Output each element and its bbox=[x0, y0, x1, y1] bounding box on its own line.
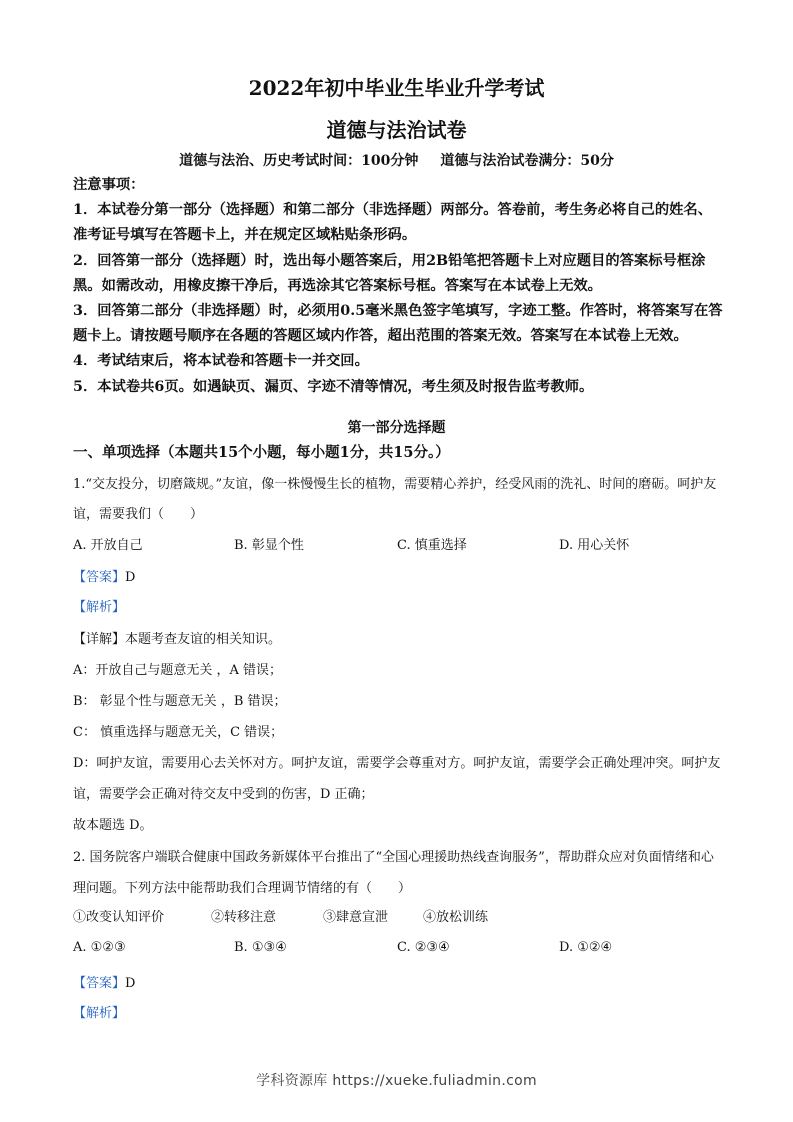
item-1: ①改变认知评价 bbox=[73, 910, 165, 925]
notes-section bbox=[73, 173, 725, 400]
answer-tag: 【答案】 bbox=[73, 570, 126, 585]
question-2-options bbox=[73, 940, 723, 960]
item-3: ③肆意宣泄 bbox=[323, 910, 389, 925]
answer-tag: 【答案】 bbox=[73, 976, 126, 991]
option-b: B. 彰显个性 bbox=[234, 538, 304, 553]
detail-line bbox=[73, 624, 723, 655]
analysis-line: A：开放自己与题意无关 ，A 错误； bbox=[73, 663, 283, 678]
analysis-line: D：呵护友谊，需要用心去关怀对方。呵护友谊，需要学会尊重对方。呵护友谊，需要学会正确处理冲突。呵护友谊，需要学会正确对待交友中受到的伤害，D 正确； bbox=[73, 756, 721, 802]
section-heading: 一、单项选择（本题共15个小题，每小题1分，共15分。） bbox=[73, 444, 450, 461]
question-2-answer bbox=[73, 972, 135, 991]
question-1-analysis bbox=[73, 624, 723, 841]
detail-text: 本题考查友谊的相关知识。 bbox=[125, 632, 282, 647]
analysis-line: B： 彰显个性与题意无关 ，B 错误； bbox=[73, 694, 287, 709]
part1-heading: 第一部分选择题 bbox=[347, 420, 446, 436]
note-item: 1．本试卷分第一部分（选择题）和第二部分（非选择题）两部分。答卷前，考生务必将自己的姓名、准考证号填写在答题卡上，并在规定区域粘贴条形码。 bbox=[73, 202, 713, 244]
option-a: A. ①②③ bbox=[73, 940, 126, 955]
analysis-tag: 【解析】 bbox=[73, 600, 126, 615]
note-item: 2．回答第一部分（选择题）时，选出每小题答案后，用2B铅笔把答题卡上对应题目的答案标号框涂黑。如需改动，用橡皮擦干净后，再选涂其它答案标号框。答案写在本试卷上无效。 bbox=[73, 252, 706, 294]
answer-value: D bbox=[125, 570, 136, 585]
question-2-items bbox=[73, 906, 723, 926]
item-4: ④放松训练 bbox=[423, 910, 489, 925]
score-info: 道德与法治试卷满分：50分 bbox=[440, 153, 614, 169]
exam-subtitle: 道德与法治试卷 bbox=[326, 118, 467, 142]
option-d: D. 用心关怀 bbox=[559, 538, 630, 553]
option-c: C. ②③④ bbox=[397, 940, 450, 955]
option-a: A. 开放自己 bbox=[73, 538, 143, 553]
question-1-options bbox=[73, 534, 723, 554]
item-2: ②转移注意 bbox=[211, 910, 277, 925]
footer-watermark: 学科资源库 https://xueke.fuliadmin.com bbox=[256, 1073, 537, 1089]
question-2-stem: 2. 国务院客户端联合健康中国政务新媒体平台推出了“全国心理援助热线查询服务”，帮助群众应对负面情绪和心理问题。下列方法中能帮助我们合理调节情绪的有（ ） bbox=[73, 850, 714, 896]
note-item: 4．考试结束后，将本试卷和答题卡一并交回。 bbox=[73, 353, 369, 370]
question-1-stem: 1.“交友投分，切磨箴规。”友谊，像一株慢慢生长的植物，需要精心养护，经受风雨的洗礼、时间的磨砺。呵护友谊，需要我们（ ） bbox=[73, 477, 717, 522]
exam-info bbox=[0, 150, 793, 170]
question-2-analysis-tag bbox=[73, 1002, 125, 1021]
answer-value: D bbox=[125, 976, 136, 991]
notes-heading: 注意事项： bbox=[73, 177, 145, 193]
note-item: 5．本试卷共6页。如遇缺页、漏页、字迹不清等情况，考生须及时报告监考教师。 bbox=[73, 378, 594, 395]
time-info: 道德与法治、历史考试时间：100分钟 bbox=[179, 153, 419, 169]
analysis-line: 故本题选 D。 bbox=[73, 818, 153, 833]
analysis-tag: 【解析】 bbox=[73, 1006, 126, 1021]
option-c: C. 慎重选择 bbox=[397, 538, 467, 553]
note-item: 3．回答第二部分（非选择题）时，必须用0.5毫米黑色签字笔填写，字迹工整。作答时，将答案写在答题卡上。请按题号顺序在各题的答题区域内作答，超出范围的答案无效。答案写在本试卷上无效。 bbox=[73, 303, 723, 345]
question-1-analysis-tag bbox=[73, 596, 125, 615]
analysis-line: C： 慎重选择与题意无关，C 错误； bbox=[73, 725, 284, 740]
option-b: B. ①③④ bbox=[234, 940, 287, 955]
option-d: D. ①②④ bbox=[559, 940, 613, 955]
detail-tag: 【详解】 bbox=[73, 632, 126, 647]
question-1-answer bbox=[73, 566, 135, 585]
exam-title: 2022年初中毕业生毕业升学考试 bbox=[248, 76, 545, 100]
